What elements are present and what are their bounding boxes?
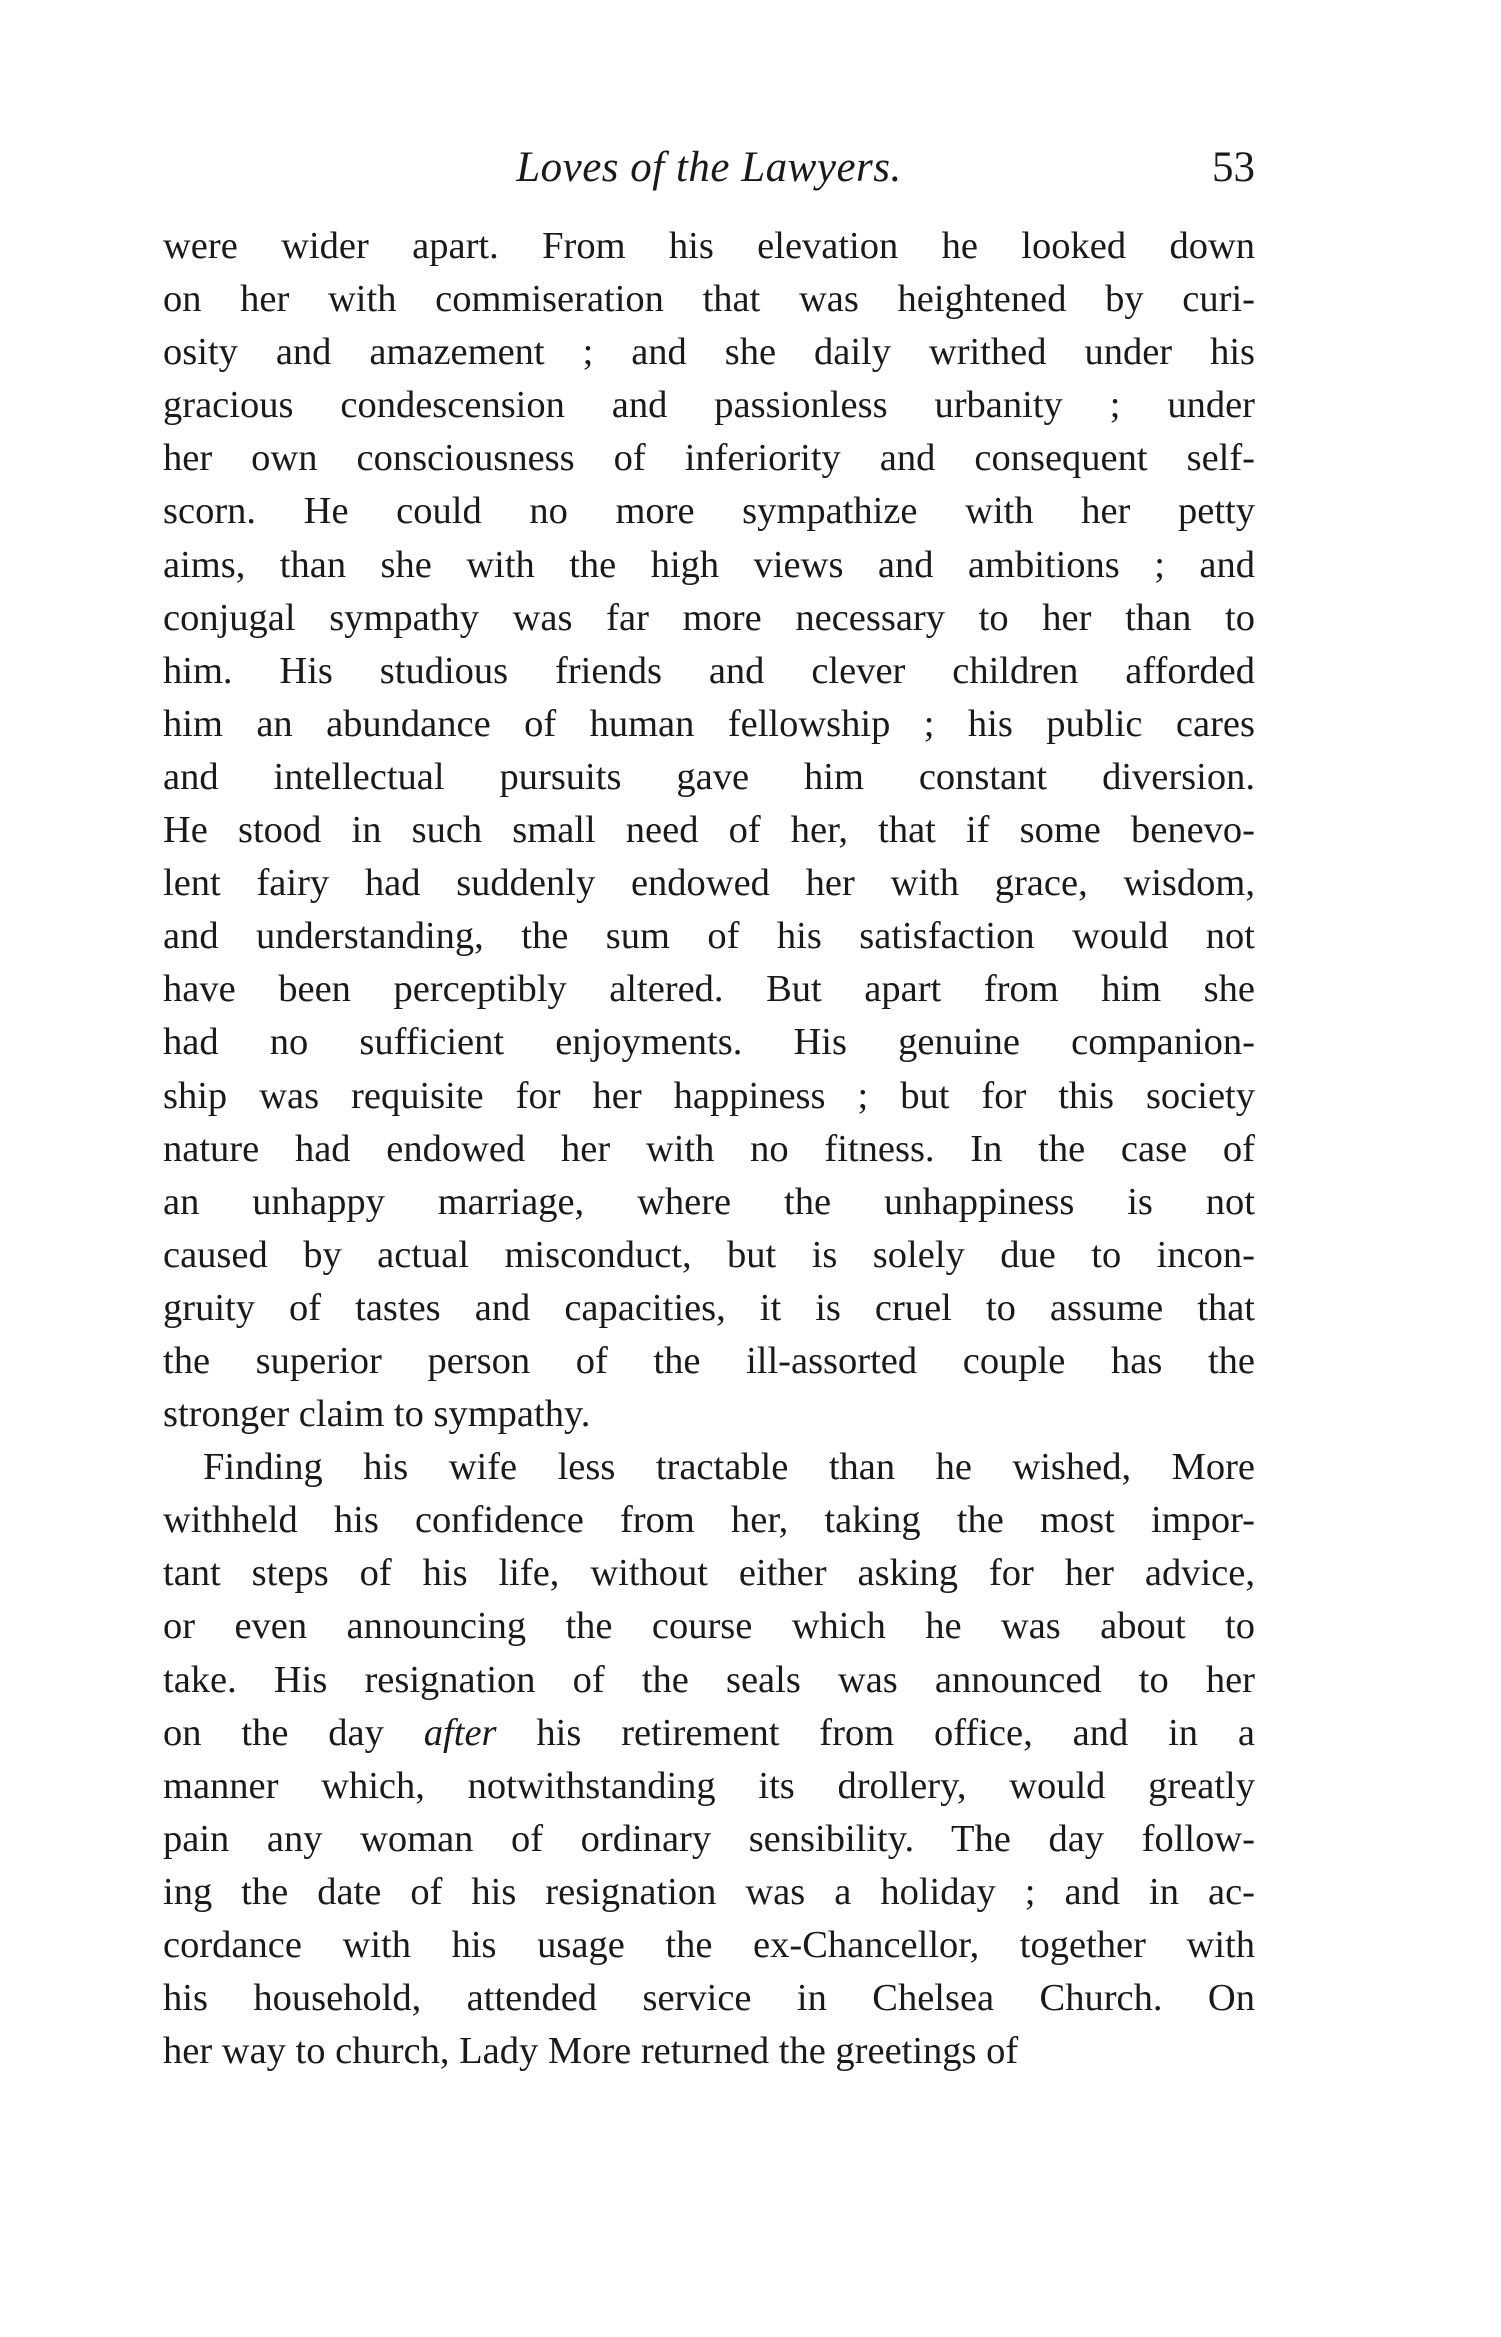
page-number: 53: [1212, 144, 1255, 191]
text-line: and intellectual pursuits gave him constant diversion.: [163, 755, 1255, 798]
text-line: had no sufficient enjoyments. His genuine companion-: [163, 1021, 1255, 1064]
text-line: and understanding, the sum of his satisfaction would not: [163, 915, 1255, 958]
text-line: osity and amazement ; and she daily writhed under his: [163, 331, 1255, 374]
text-line: Finding his wife less tractable than he wished, More: [203, 1446, 1255, 1489]
text-line: her way to church, Lady More returned the greetings of: [163, 2030, 1019, 2073]
emphasis: after: [423, 1711, 497, 1754]
text-line: ship was requisite for her happiness ; but for this society: [163, 1074, 1255, 1117]
text-line: him. His studious friends and clever children afforded: [163, 649, 1255, 692]
text-line: scorn. He could no more sympathize with her petty: [163, 490, 1255, 533]
text-line: him an abundance of human fellowship ; his public cares: [163, 702, 1255, 745]
text-line: take. His resignation of the seals was announced to her: [163, 1658, 1255, 1701]
paragraph: [163, 220, 1255, 1441]
text-line: withheld his confidence from her, taking the most impor-: [163, 1499, 1255, 1542]
text-line: were wider apart. From his elevation he looked down: [163, 225, 1255, 267]
text-line: on the day after his retirement from office, and in a: [163, 1711, 1255, 1754]
text-line: her own consciousness of inferiority and consequent self-: [163, 437, 1255, 480]
text-line: on her with commiseration that was heightened by curi-: [163, 278, 1255, 321]
text-line: have been perceptibly altered. But apart from him she: [163, 968, 1255, 1011]
text-line: He stood in such small need of her, that if some benevo-: [163, 809, 1255, 852]
running-title: Loves of the Lawyers.: [516, 144, 902, 191]
text-line: pain any woman of ordinary sensibility. The day follow-: [163, 1817, 1255, 1860]
text-line: manner which, notwithstanding its drollery, would greatly: [163, 1764, 1255, 1807]
text-line: an unhappy marriage, where the unhappiness is not: [163, 1180, 1255, 1223]
text-line: his household, attended service in Chelsea Church. On: [163, 1977, 1255, 2020]
body-text: [163, 220, 1255, 2078]
text-line: stronger claim to sympathy.: [163, 1393, 591, 1436]
text-line: tant steps of his life, without either asking for her advice,: [163, 1552, 1255, 1595]
text-line: cordance with his usage the ex-Chancellor, together with: [163, 1924, 1255, 1966]
text-line: nature had endowed her with no fitness. In the case of: [163, 1127, 1255, 1170]
paragraph: [163, 1441, 1255, 2078]
text-line: or even announcing the course which he was about to: [163, 1605, 1255, 1648]
running-head: [163, 140, 1255, 200]
text-line: caused by actual misconduct, but is solely due to incon-: [163, 1233, 1255, 1276]
text-line: gruity of tastes and capacities, it is cruel to assume that: [163, 1286, 1255, 1329]
text-line: conjugal sympathy was far more necessary to her than to: [163, 596, 1255, 639]
text-line: aims, than she with the high views and ambitions ; and: [163, 543, 1255, 586]
text-line: ing the date of his resignation was a holiday ; and in ac-: [163, 1870, 1255, 1913]
text-line: the superior person of the ill-assorted couple has the: [163, 1339, 1255, 1382]
text-line: gracious condescension and passionless urbanity ; under: [163, 384, 1255, 427]
text-line: lent fairy had suddenly endowed her with grace, wisdom,: [163, 862, 1255, 905]
